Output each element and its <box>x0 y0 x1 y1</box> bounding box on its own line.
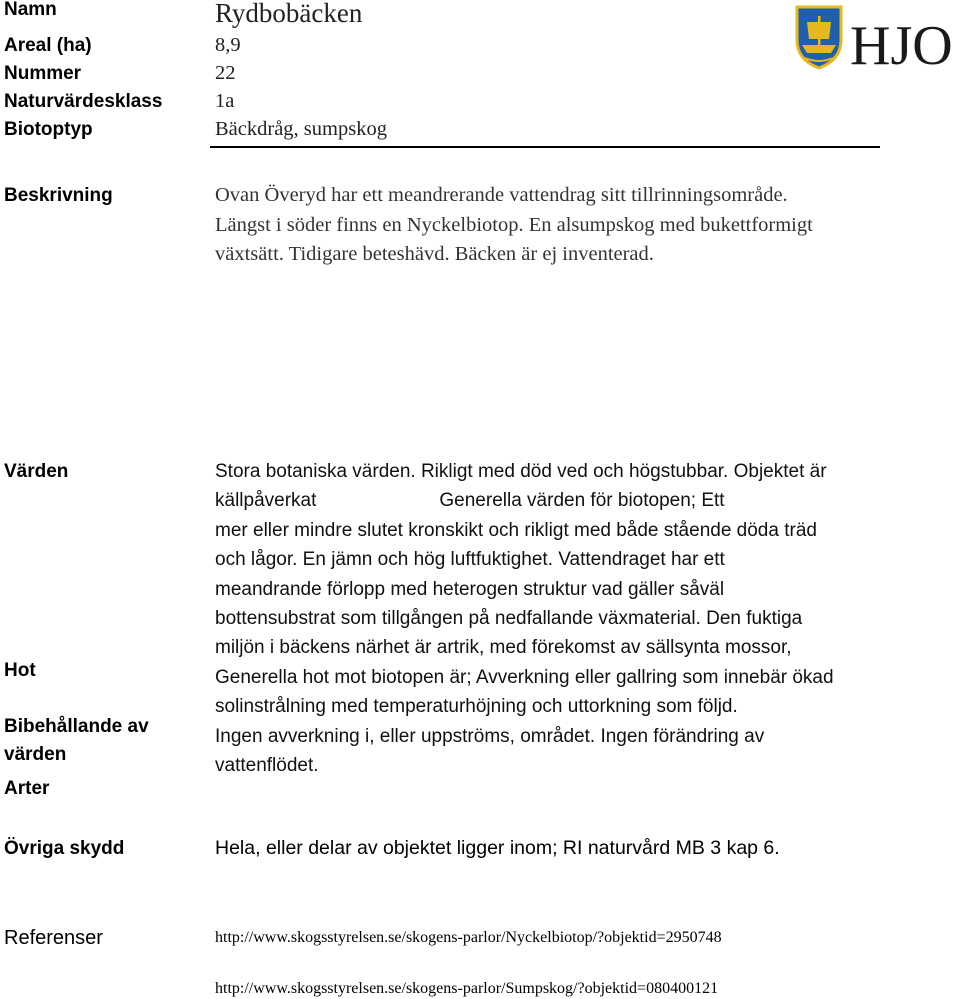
logo-text: HJO <box>850 15 953 70</box>
body-line: och lågor. En jämn och hög luftfuktighet. Vattendraget har ett <box>215 549 725 571</box>
object-name: Rydbobäcken <box>215 0 363 28</box>
hjo-coat-of-arms-icon <box>794 4 960 70</box>
reference-link-sumpskog[interactable]: http://www.skogsstyrelsen.se/skogens-parlor/Sumpskog/?objektid=080400121 <box>215 980 719 997</box>
body-line: miljön i bäckens närhet är artrik, med förekomst av sällsynta mossor, <box>215 637 792 659</box>
ovriga-skydd-text: Hela, eller delar av objektet ligger inom; RI naturvård MB 3 kap 6. <box>215 837 780 859</box>
body-line <box>215 486 915 515</box>
nummer-value: 22 <box>215 62 236 84</box>
reference-link-nyckelbiotop[interactable]: http://www.skogsstyrelsen.se/skogens-parlor/Nyckelbiotop/?objektid=2950748 <box>215 929 722 946</box>
beskrivning-text <box>215 181 915 270</box>
body-line: vattenflödet. <box>215 755 319 777</box>
bibehallande-label-line1: Bibehållande av <box>4 716 149 737</box>
body-line-part: källpåverkat <box>215 490 317 512</box>
varden-hot-bibehallande-text <box>215 457 915 780</box>
field-label-areal: Areal (ha) <box>4 35 92 56</box>
varden-label: Värden <box>4 461 69 482</box>
body-line: Generella hot mot biotopen är; Avverkning eller gallring som innebär ökad <box>215 666 834 688</box>
ovriga-skydd-label: Övriga skydd <box>4 838 125 859</box>
referenser-label: Referenser <box>4 927 103 949</box>
body-line-part: Generella värden för biotopen; Ett <box>439 490 725 512</box>
bibehallande-label-line2: värden <box>4 744 67 765</box>
naturvardesklass-value: 1a <box>215 90 235 112</box>
arter-label: Arter <box>4 778 50 799</box>
hjo-logo <box>794 4 960 70</box>
field-label-naturvardesklass: Naturvärdesklass <box>4 91 163 112</box>
body-line: bottensubstrat som tillgången på nedfallande växmaterial. Den fuktiga <box>215 608 803 630</box>
body-line: Ingen avverkning i, eller uppströms, området. Ingen förändring av <box>215 725 765 747</box>
hot-label: Hot <box>4 660 36 681</box>
field-label-biotoptyp: Biotoptyp <box>4 119 93 140</box>
beskrivning-line: Ovan Överyd har ett meandrerande vattendrag sitt tillrinningsområde. <box>215 184 788 206</box>
beskrivning-line: växtsätt. Tidigare beteshävd. Bäcken är ej inventerad. <box>215 243 654 265</box>
field-label-nummer: Nummer <box>4 63 82 84</box>
biotoptyp-value: Bäckdråg, sumpskog <box>215 118 387 140</box>
field-label-namn: Namn <box>4 0 57 20</box>
body-line: meandrande förlopp med heterogen struktur vad gäller såväl <box>215 578 725 600</box>
body-line: mer eller mindre slutet kronskikt och rikligt med både stående döda träd <box>215 519 817 541</box>
beskrivning-line: Längst i söder finns en Nyckelbiotop. En alsumpskog med bukettformigt <box>215 213 813 236</box>
header-divider <box>210 146 880 148</box>
beskrivning-label: Beskrivning <box>4 185 113 206</box>
body-line: solinstrålning med temperaturhöjning och uttorkning som följd. <box>215 696 738 718</box>
areal-value: 8,9 <box>215 34 241 56</box>
body-line: Stora botaniska värden. Rikligt med död ved och högstubbar. Objektet är <box>215 461 827 482</box>
